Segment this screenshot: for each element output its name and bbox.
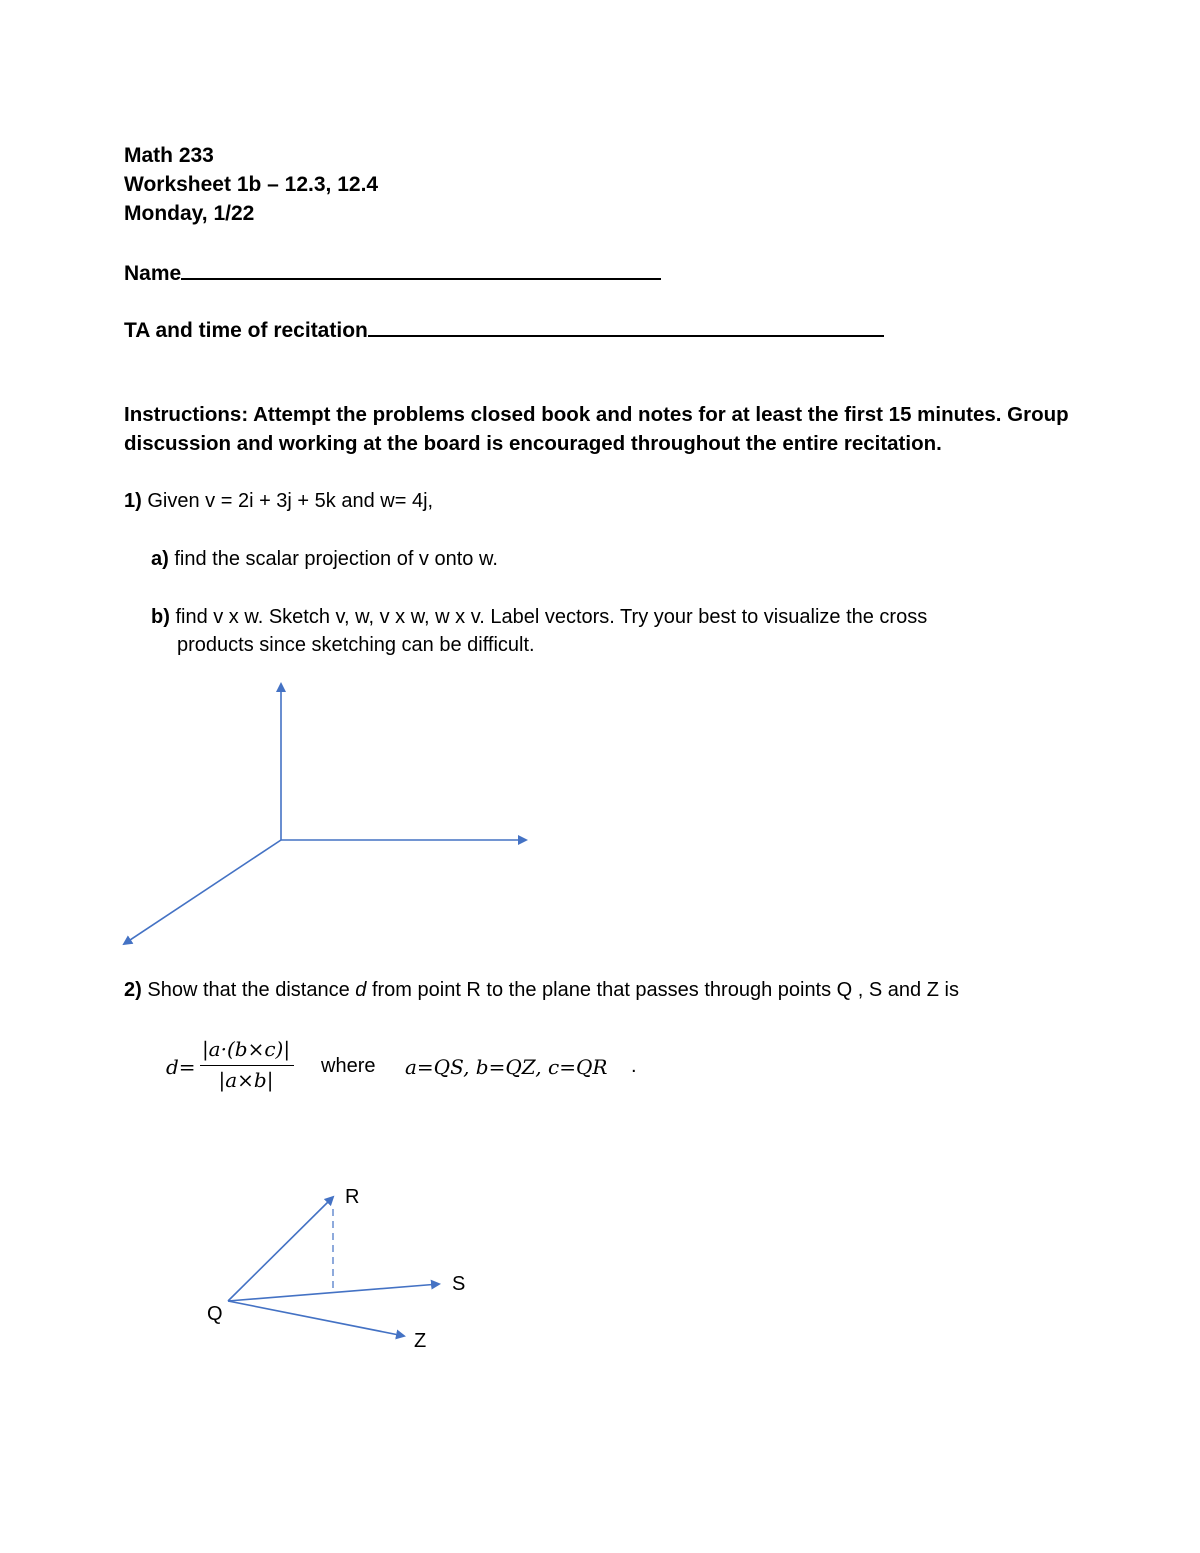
course-title: Math 233: [124, 144, 214, 167]
problem-2-variable: d: [355, 979, 367, 1001]
vector-QR: [228, 1197, 333, 1301]
x-axis: [124, 840, 281, 944]
problem-2-text-before: Show that the distance: [141, 979, 356, 1001]
problem-1b-line-2: products since sketching can be difficult.: [177, 634, 535, 656]
fraction-bar: [200, 1065, 294, 1066]
formula-numerator: |a·(b×c)|: [201, 1037, 291, 1061]
formula-where: where: [321, 1055, 376, 1077]
problem-1b-label: b): [151, 606, 170, 628]
worksheet-date: Monday, 1/22: [124, 202, 255, 225]
problem-1a-text: find the scalar projection of v onto w.: [168, 548, 498, 570]
label-R: R: [345, 1186, 360, 1208]
formula-period: .: [631, 1055, 637, 1077]
formula-definitions: a=QS, b=QZ, c=QR: [405, 1055, 608, 1079]
label-S: S: [452, 1273, 466, 1295]
problem-1-number: 1): [124, 490, 142, 512]
formula-lhs: d=: [166, 1055, 196, 1079]
label-Q: Q: [207, 1303, 223, 1325]
name-label: Name: [124, 262, 182, 285]
instructions-line-1: Instructions: Attempt the problems closed book and notes for at least the first 15 minutes. Group: [124, 403, 1069, 426]
label-Z: Z: [414, 1330, 427, 1352]
problem-1b-text: find v x w. Sketch v, w, v x w, w x v. Label vectors. Try your best to visualize the cross: [169, 606, 928, 628]
instructions-line-2: discussion and working at the board is encouraged throughout the entire recitation.: [124, 432, 942, 455]
problem-2-number: 2): [124, 979, 142, 1001]
worksheet-title: Worksheet 1b – 12.3, 12.4: [124, 173, 379, 196]
ta-label: TA and time of recitation: [124, 319, 368, 342]
problem-2-text-after: from point R to the plane that passes through points Q , S and Z is: [366, 979, 959, 1001]
formula-denominator: |a×b|: [218, 1068, 274, 1092]
axes-3d: [124, 684, 526, 944]
problem-1a-label: a): [151, 548, 169, 570]
plane-distance-diagram: [228, 1197, 439, 1336]
problem-2-statement: [124, 979, 959, 1002]
vector-QZ: [228, 1301, 404, 1336]
problem-1-text: Given v = 2i + 3j + 5k and w= 4j,: [141, 490, 434, 512]
